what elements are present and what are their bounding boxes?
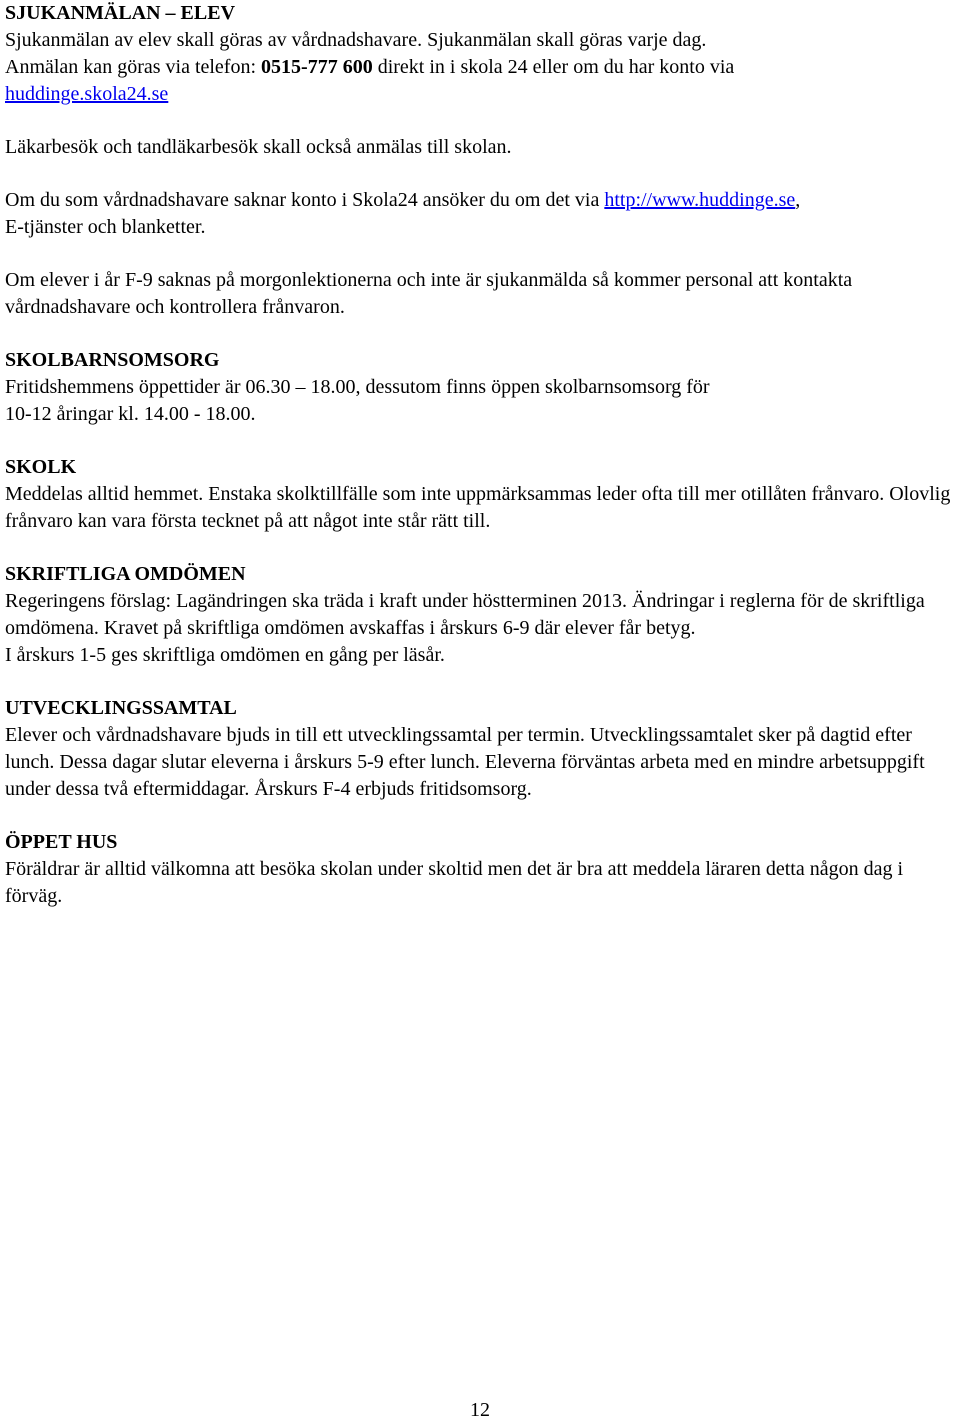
text-telefon-pre: Anmälan kan göras via telefon:: [5, 56, 262, 78]
text-konto-post: ,: [795, 189, 801, 211]
text-skola24-link-line: [5, 81, 955, 108]
heading-utvecklingssamtal: UTVECKLINGSSAMTAL: [5, 697, 237, 719]
text-sjukanmalan-line2: [5, 54, 955, 81]
heading-skolk: SKOLK: [5, 456, 77, 478]
text-skolbarnsomsorg-line1: Fritidshemmens öppettider är 06.30 – 18.00, dessutom finns öppen skolbarnsomsorg för: [5, 376, 710, 398]
text-telefon-post: direkt in i skola 24 eller om du har konto via: [372, 56, 735, 78]
section-skolbarnsomsorg: [5, 347, 955, 428]
document-page: [5, 0, 955, 910]
section-utvecklingssamtal: [5, 695, 955, 803]
text-konto-pre: Om du som vårdnadshavare saknar konto i Skola24 ansöker du om det via: [5, 189, 605, 211]
text-skriftliga-omdomen: Regeringens förslag: Lagändringen ska träda i kraft under höstterminen 2013. Ändringar i reglerna för de skriftliga omdömena. Kravet på skriftliga omdömen avskaffas i årskurs 6-9 där elever får betyg.: [5, 590, 925, 639]
heading-skriftliga-omdomen: SKRIFTLIGA OMDÖMEN: [5, 563, 246, 585]
section-sjukanmalan: [5, 0, 955, 321]
heading-skolbarnsomsorg: SKOLBARNSOMSORG: [5, 349, 220, 371]
section-oppet-hus: [5, 829, 955, 910]
section-skolk: [5, 454, 955, 535]
text-skolbarnsomsorg-line2: 10-12 åringar kl. 14.00 - 18.00.: [5, 403, 256, 425]
text-oppet-hus: Föräldrar är alltid välkomna att besöka skolan under skoltid men det är bra att meddela läraren detta någon dag i förväg.: [5, 858, 904, 907]
section-skriftliga-omdomen: [5, 561, 955, 669]
text-konto: [5, 187, 955, 214]
phone-number: 0515-777 600: [261, 56, 373, 78]
text-utvecklingssamtal: Elever och vårdnadshavare bjuds in till ett utvecklingssamtal per termin. Utvecklingssamtalet sker på dagtid efter lunch. Dessa dagar slutar eleverna i årskurs 5-9 efter lunch. Eleverna förväntas arbeta med en mindre arbetsuppgift under dessa två eftermiddagar. Årskurs F-4 erbjuds fritidsomsorg.: [5, 724, 925, 800]
heading-sjukanmalan: SJUKANMÄLAN – ELEV: [5, 2, 236, 24]
text-sjukanmalan-line1: Sjukanmälan av elev skall göras av vårdnadshavare. Sjukanmälan skall göras varje dag.: [5, 29, 707, 51]
heading-oppet-hus: ÖPPET HUS: [5, 831, 118, 853]
text-lakarbesok: Läkarbesök och tandläkarbesök skall också anmälas till skolan.: [5, 136, 512, 158]
text-skolk: Meddelas alltid hemmet. Enstaka skolktillfälle som inte uppmärksammas leder ofta till mer otillåten frånvaro. Olovlig frånvaro kan vara första tecknet på att något inte står rätt till.: [5, 483, 951, 532]
link-skola24[interactable]: huddinge.skola24.se: [5, 83, 169, 105]
page-number: 12: [470, 1399, 490, 1421]
text-etjanster: E-tjänster och blanketter.: [5, 216, 206, 238]
text-skriftliga-omdomen-2: I årskurs 1-5 ges skriftliga omdömen en gång per läsår.: [5, 644, 445, 666]
link-huddinge[interactable]: http://www.huddinge.se: [604, 189, 796, 211]
text-elever-f9: Om elever i år F-9 saknas på morgonlektionerna och inte är sjukanmälda så kommer personal att kontakta vårdnadshavare och kontrollera frånvaron.: [5, 269, 853, 318]
